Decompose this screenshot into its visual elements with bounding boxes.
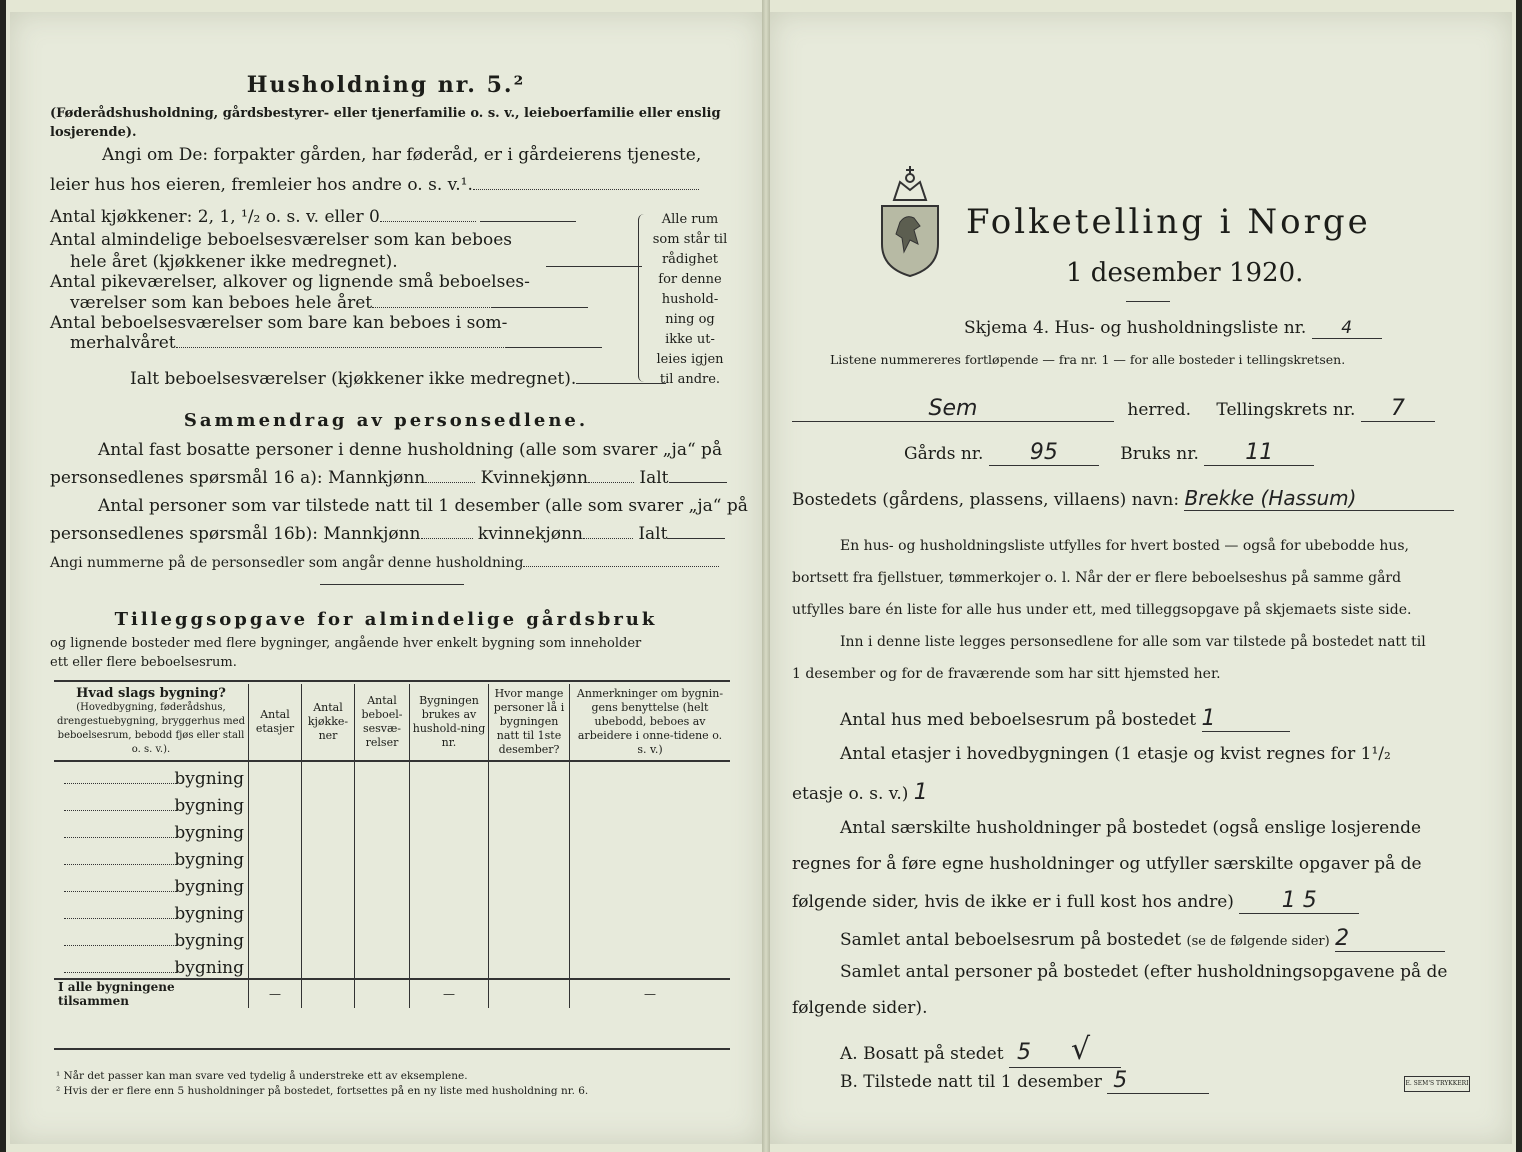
table-row: bygning: [54, 816, 730, 843]
bruks-label: Bruks nr.: [1120, 444, 1199, 464]
footnote-2: ² Hvis der er flere enn 5 husholdninger på bostedet, fortsettes på en ny liste med husholdning nr. 6.: [56, 1085, 589, 1097]
printer-stamp: E. SEM'S TRYKKERI: [1404, 1076, 1470, 1092]
q-hush-line-1: Antal særskilte husholdninger på bostedet (også enslige losjerende: [840, 818, 1422, 838]
summary-title: Sammendrag av personsedlene.: [183, 410, 589, 431]
q-pers-line-1: Samlet antal personer på bostedet (efter husholdningsopgavene på de: [840, 962, 1448, 982]
qa-label: A. Bosatt på stedet: [840, 1044, 1004, 1064]
brace: [638, 214, 649, 382]
table-row: bygning: [54, 897, 730, 924]
instruction-1: En hus- og husholdningsliste utfylles for hvert bosted — også for ubebodde hus,: [840, 538, 1409, 554]
table-row: bygning: [54, 870, 730, 897]
rooms-a-line-2: hele året (kjøkkener ikke medregnet).: [70, 252, 398, 272]
herred-label: herred.: [1127, 400, 1192, 420]
rooms-total-label: Ialt beboelsesværelser (kjøkkener ikke medregnet).: [130, 369, 577, 389]
summary-line-2b: personsedlenes spørsmål 16b): Mannkjønn kvinnekjønn Ialt: [50, 524, 725, 544]
rooms-b-line-2: værelser som kan beboes hele året: [70, 293, 373, 313]
q-hus-answer: 1: [1202, 706, 1290, 732]
rooms-a-line-1: Antal almindelige beboelsesværelser som kan beboes: [50, 230, 512, 250]
col-household-no: Bygningen brukes av hushold-ning nr.: [410, 684, 489, 761]
schema-label: Skjema 4. Hus- og husholdningsliste nr.: [964, 318, 1307, 338]
col-rooms: Antal beboel-sesvæ-relser: [355, 684, 410, 761]
separator: [320, 584, 464, 585]
krets-value: 7: [1361, 396, 1435, 422]
qa-answer: 5 √: [1009, 1032, 1121, 1068]
table-row: bygning: [54, 924, 730, 951]
bosted-value: Brekke (Hassum): [1184, 486, 1454, 511]
rooms-a-answer-line: [546, 266, 642, 267]
census-title: Folketelling i Norge: [966, 202, 1371, 242]
gards-value: 95: [989, 440, 1099, 466]
right-page: [770, 12, 1512, 1144]
household-title: Husholdning nr. 5.²: [246, 72, 526, 98]
table-top-border: [54, 680, 730, 682]
gards-label: Gårds nr.: [904, 444, 984, 464]
rooms-b-line-1: Antal pikeværelser, alkover og lignende små beboelses-: [50, 272, 530, 292]
q-rum-label: Samlet antal beboelsesrum på bostedet: [840, 930, 1182, 950]
q-etasjer-line-2: etasje o. s. v.): [792, 784, 909, 804]
table-bottom-border: [54, 1048, 730, 1050]
table-row: bygning: [54, 843, 730, 870]
summary-line-1a: Antal fast bosatte personer i denne husholdning (alle som svarer „ja“ på: [98, 440, 723, 460]
herred-value: Sem: [792, 396, 1114, 422]
kitchens-label: Antal kjøkkener: 2, 1, ¹/₂ o. s. v. eller 0: [50, 207, 380, 227]
col-remarks: Anmerkninger om bygnin-gens benyttelse (helt ubebodd, beboes av arbeidere i onne-tidene o. s. v.): [570, 684, 731, 761]
ask-answer-line: [473, 189, 699, 190]
table-total-row: I alle bygningene tilsammen — — —: [54, 979, 730, 1008]
col-floors: Antal etasjer: [249, 684, 302, 761]
schema-number: 4: [1312, 318, 1382, 339]
qb-label: B. Tilstede natt til 1 desember: [840, 1072, 1102, 1092]
side-note: Alle rum som står til rådighet for denne hushold- ning og ikke ut- leies igjen til andre.: [652, 212, 728, 387]
table-row: bygning: [54, 789, 730, 816]
title-separator: [1126, 301, 1170, 302]
page-fold: [762, 0, 770, 1152]
instruction-4: Inn i denne liste legges personsedlene for alle som var tilstede på bostedet natt til: [840, 634, 1426, 650]
q-pers-line-2: følgende sider).: [792, 998, 928, 1018]
extra-sub-1: og lignende bosteder med flere bygninger, angående hver enkelt bygning som inneholder: [50, 636, 642, 651]
q-etasjer-answer: 1: [913, 780, 928, 805]
col-persons: Hvor mange personer lå i bygningen natt til 1ste desember?: [489, 684, 570, 761]
q-hush-line-3: følgende sider, hvis de ikke er i full kost hos andre): [792, 892, 1234, 912]
table-row: bygning: [54, 761, 730, 789]
summary-line-3: Angi nummerne på de personsedler som angår denne husholdning: [50, 555, 719, 571]
q-hush-line-2: regnes for å føre egne husholdninger og utfyller særskilte opgaver på de: [792, 854, 1422, 874]
rooms-b-answer-line: [492, 307, 588, 308]
rooms-c-answer-line: [506, 347, 602, 348]
household-subtitle: (Føderådshusholdning, gårdsbestyrer- eller tjenerfamilie o. s. v., leieboerfamilie eller enslig losjerende).: [50, 106, 721, 140]
table-row: bygning: [54, 951, 730, 979]
ask-line-1: Angi om De: forpakter gården, har føderåd, er i gårdeierens tjeneste,: [102, 145, 702, 165]
instruction-2: bortsett fra fjellstuer, tømmerkojer o. l. Når der er flere beboelseshus på samme gård: [792, 570, 1402, 586]
bruks-value: 11: [1204, 440, 1314, 466]
ask-line-2: leier hus hos eieren, fremleier hos andre o. s. v.¹.: [50, 175, 473, 195]
col-kitchens: Antal kjøkke-ner: [302, 684, 355, 761]
listing-note: Listene nummereres fortløpende — fra nr. 1 — for alle bosteder i tellingskretsen.: [830, 352, 1346, 367]
qb-answer: 5: [1107, 1068, 1209, 1094]
rooms-c-line-1: Antal beboelsesværelser som bare kan beboes i som-: [50, 313, 508, 333]
footnote-1: ¹ Når det passer kan man svare ved tydelig å understreke ett av eksemplene.: [56, 1070, 468, 1082]
left-page: [10, 12, 762, 1144]
col-building-type: Hvad slags bygning? (Hovedbygning, føderådshus, drengestuebygning, bryggerhus med beboelsesrum, bebodd fjøs eller stall o. s. v.).: [54, 684, 249, 761]
census-sheet: [6, 0, 1516, 1152]
q-rum-answer: 2: [1335, 926, 1445, 952]
coat-of-arms-icon: [874, 160, 946, 280]
instruction-5: 1 desember og for de fraværende som har sitt hjemsted her.: [792, 666, 1221, 682]
instruction-3: utfylles bare én liste for alle hus under ett, med tilleggsopgave på skjemaets siste side.: [792, 602, 1412, 618]
krets-label: Tellingskrets nr.: [1216, 400, 1356, 420]
census-date: 1 desember 1920.: [1066, 258, 1304, 288]
checkmark-icon: √: [1070, 1032, 1091, 1067]
summary-line-2a: Antal personer som var tilstede natt til 1 desember (alle som svarer „ja“ på: [98, 496, 748, 516]
q-hush-answer: 1 5: [1239, 888, 1359, 914]
rooms-c-line-2: merhalvåret: [70, 333, 176, 353]
extra-sub-2: ett eller flere beboelsesrum.: [50, 655, 237, 670]
summary-line-1b: personsedlenes spørsmål 16 a): Mannkjønn Kvinnekjønn Ialt: [50, 468, 727, 488]
q-etasjer-line-1: Antal etasjer i hovedbygningen (1 etasje og kvist regnes for 1¹/₂: [840, 744, 1391, 764]
q-rum-note: (se de følgende sider): [1186, 934, 1330, 949]
bosted-label: Bostedets (gårdens, plassens, villaens) navn:: [792, 490, 1180, 510]
extra-title: Tilleggsopgave for almindelige gårdsbruk: [114, 609, 658, 630]
buildings-table: [54, 684, 730, 1008]
q-hus-label: Antal hus med beboelsesrum på bostedet: [840, 710, 1197, 730]
kitchens-answer-line: [480, 221, 576, 222]
